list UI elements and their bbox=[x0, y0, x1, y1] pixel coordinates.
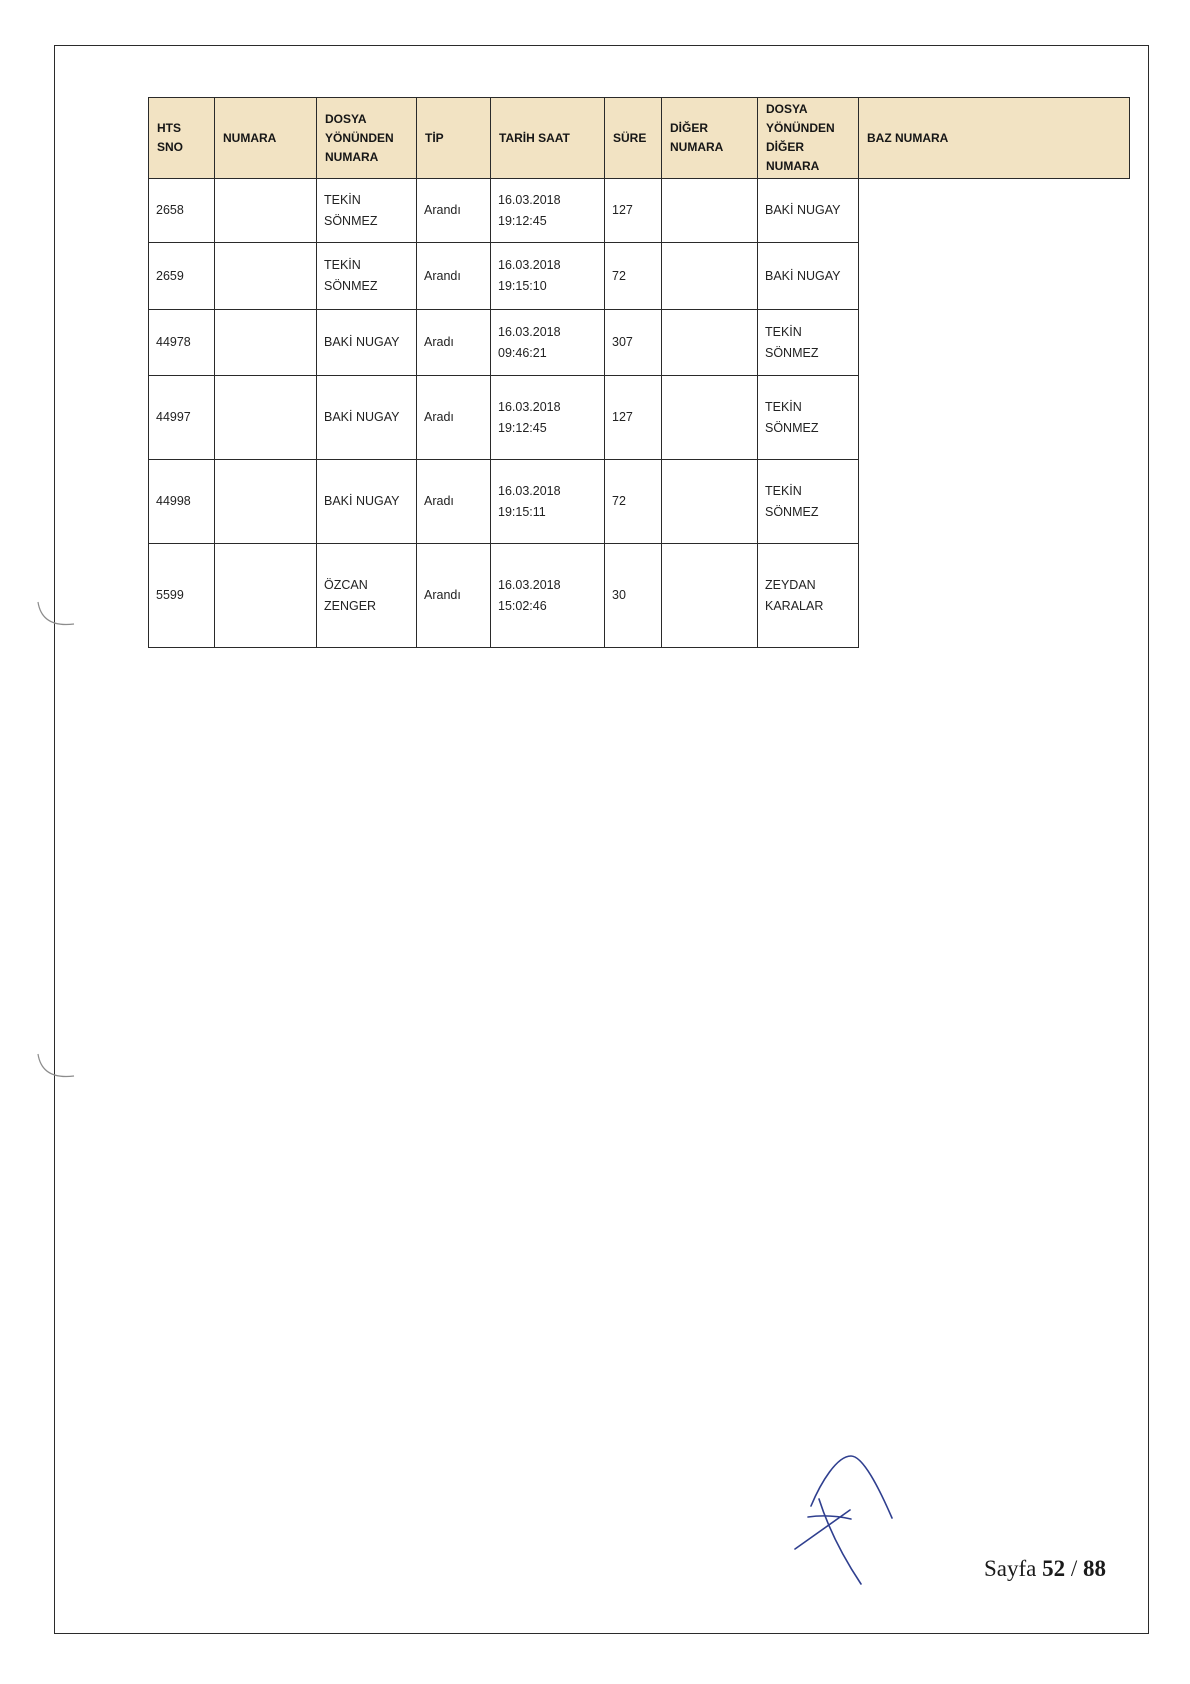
table-row bbox=[149, 243, 1130, 310]
hts-table bbox=[148, 97, 1130, 648]
cell-dosya-numara: BAKİ NUGAY bbox=[317, 310, 417, 376]
cell-dosya-diger-numara: BAKİ NUGAY bbox=[758, 243, 859, 310]
header-sure: SÜRE bbox=[605, 98, 662, 179]
cell-date: 16.03.2018 bbox=[498, 192, 561, 207]
cell-sure: 72 bbox=[605, 243, 662, 310]
header-dosya-yonunden-diger-numara: DOSYA YÖNÜNDEN DİĞER NUMARA bbox=[758, 98, 859, 179]
cell-dosya-diger-numara: BAKİ NUGAY bbox=[758, 179, 859, 243]
cell-tarih-saat bbox=[491, 544, 605, 648]
cell-tarih-saat bbox=[491, 179, 605, 243]
cell-tarih-saat bbox=[491, 310, 605, 376]
cell-dosya-numara: TEKİN SÖNMEZ bbox=[317, 179, 417, 243]
cell-sure: 127 bbox=[605, 179, 662, 243]
cell-numara bbox=[215, 544, 317, 648]
cell-time: 19:12:45 bbox=[498, 213, 547, 228]
table-row bbox=[149, 376, 1130, 460]
cell-time: 15:02:46 bbox=[498, 598, 547, 613]
cell-diger-numara bbox=[662, 179, 758, 243]
cell-numara bbox=[215, 310, 317, 376]
cell-dosya-diger-numara: TEKİN SÖNMEZ bbox=[758, 376, 859, 460]
cell-dosya-numara: ÖZCAN ZENGER bbox=[317, 544, 417, 648]
cell-tarih-saat bbox=[491, 376, 605, 460]
punch-hole-mark bbox=[34, 1050, 78, 1086]
cell-tip: Aradı bbox=[417, 376, 491, 460]
page-label: Sayfa bbox=[984, 1556, 1037, 1581]
cell-dosya-numara: BAKİ NUGAY bbox=[317, 460, 417, 544]
cell-hts-sno: 2658 bbox=[149, 179, 215, 243]
cell-date: 16.03.2018 bbox=[498, 399, 561, 414]
table-row bbox=[149, 544, 1130, 648]
cell-date: 16.03.2018 bbox=[498, 483, 561, 498]
cell-tip: Aradı bbox=[417, 460, 491, 544]
cell-baz-numara bbox=[859, 310, 1130, 376]
page-total: 88 bbox=[1083, 1556, 1107, 1581]
signature bbox=[793, 1452, 897, 1590]
cell-time: 19:15:10 bbox=[498, 279, 547, 293]
cell-numara bbox=[215, 376, 317, 460]
cell-time: 09:46:21 bbox=[498, 345, 547, 360]
table-row bbox=[149, 310, 1130, 376]
table-header-row bbox=[149, 98, 1130, 179]
page-separator: / bbox=[1070, 1556, 1078, 1581]
cell-tip: Arandı bbox=[417, 544, 491, 648]
table-body bbox=[149, 179, 1130, 648]
cell-baz-numara bbox=[859, 544, 1130, 648]
cell-diger-numara bbox=[662, 460, 758, 544]
cell-date: 16.03.2018 bbox=[498, 577, 561, 592]
header-tip: TİP bbox=[417, 98, 491, 179]
cell-numara bbox=[215, 243, 317, 310]
header-diger-numara: DİĞER NUMARA bbox=[662, 98, 758, 179]
cell-baz-numara bbox=[859, 243, 1130, 310]
cell-tarih-saat bbox=[491, 243, 605, 310]
cell-diger-numara bbox=[662, 310, 758, 376]
cell-diger-numara bbox=[662, 243, 758, 310]
cell-diger-numara bbox=[662, 544, 758, 648]
cell-tarih-saat bbox=[491, 460, 605, 544]
table-row bbox=[149, 460, 1130, 544]
cell-dosya-numara: TEKİN SÖNMEZ bbox=[317, 243, 417, 310]
cell-dosya-diger-numara: TEKİN SÖNMEZ bbox=[758, 310, 859, 376]
header-dosya-yonunden-numara: DOSYA YÖNÜNDEN NUMARA bbox=[317, 98, 417, 179]
cell-dosya-diger-numara: ZEYDAN KARALAR bbox=[758, 544, 859, 648]
cell-tip: Arandı bbox=[417, 243, 491, 310]
cell-time: 19:15:11 bbox=[498, 504, 546, 519]
cell-time: 19:12:45 bbox=[498, 420, 547, 435]
cell-baz-numara bbox=[859, 460, 1130, 544]
page-number bbox=[984, 1556, 1106, 1582]
header-baz-numara: BAZ NUMARA bbox=[859, 98, 1130, 179]
cell-sure: 72 bbox=[605, 460, 662, 544]
cell-sure: 30 bbox=[605, 544, 662, 648]
cell-tip: Aradı bbox=[417, 310, 491, 376]
cell-hts-sno: 44998 bbox=[149, 460, 215, 544]
header-hts-sno: HTS SNO bbox=[149, 98, 215, 179]
cell-date: 16.03.2018 bbox=[498, 258, 561, 272]
cell-numara bbox=[215, 460, 317, 544]
cell-dosya-numara: BAKİ NUGAY bbox=[317, 376, 417, 460]
header-tarih-saat: TARİH SAAT bbox=[491, 98, 605, 179]
cell-sure: 127 bbox=[605, 376, 662, 460]
cell-diger-numara bbox=[662, 376, 758, 460]
cell-sure: 307 bbox=[605, 310, 662, 376]
page-current: 52 bbox=[1042, 1556, 1066, 1581]
cell-baz-numara bbox=[859, 179, 1130, 243]
header-numara: NUMARA bbox=[215, 98, 317, 179]
cell-tip: Arandı bbox=[417, 179, 491, 243]
cell-numara bbox=[215, 179, 317, 243]
cell-baz-numara bbox=[859, 376, 1130, 460]
cell-hts-sno: 44997 bbox=[149, 376, 215, 460]
table-row bbox=[149, 179, 1130, 243]
cell-dosya-diger-numara: TEKİN SÖNMEZ bbox=[758, 460, 859, 544]
punch-hole-mark bbox=[34, 598, 78, 634]
cell-hts-sno: 5599 bbox=[149, 544, 215, 648]
cell-hts-sno: 44978 bbox=[149, 310, 215, 376]
cell-date: 16.03.2018 bbox=[498, 324, 561, 339]
cell-hts-sno: 2659 bbox=[149, 243, 215, 310]
